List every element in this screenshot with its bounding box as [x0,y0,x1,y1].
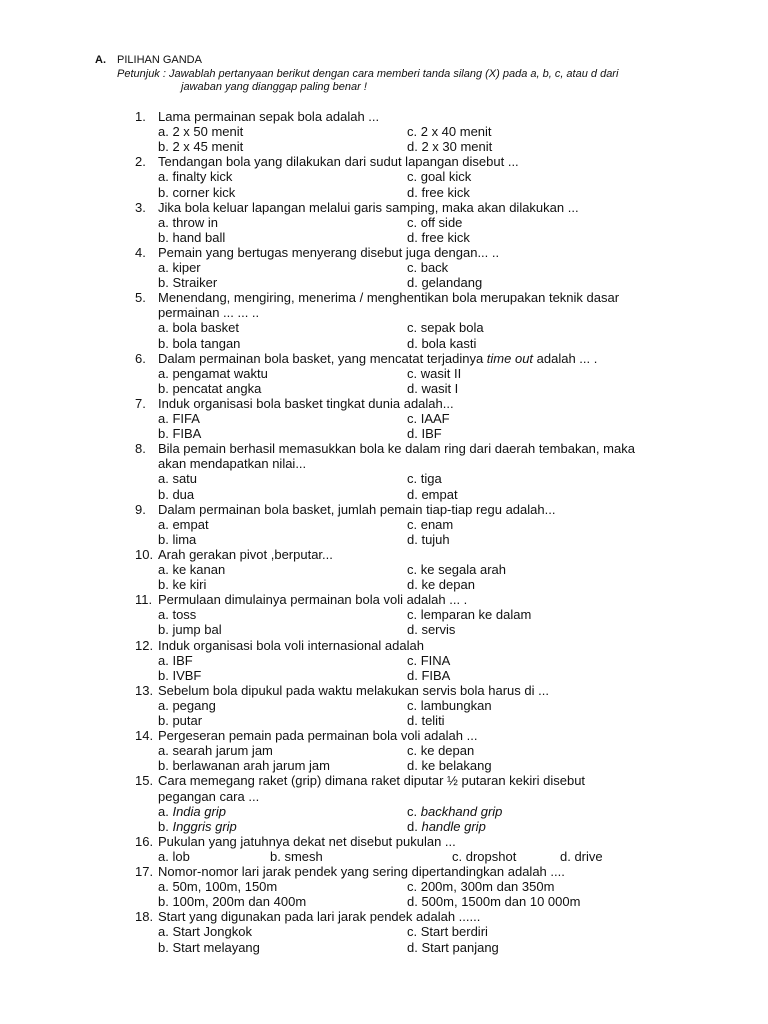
option-label: b. [158,818,173,834]
option: d. empat [407,486,458,502]
question-number: 6. [135,350,146,366]
question-text: Induk organisasi bola basket tingkat dunia adalah... [158,395,454,411]
option: c. tiga [407,471,442,487]
question-number: 10. [135,546,154,562]
option [407,804,502,819]
question-text: Arah gerakan pivot ,berputar... [158,546,333,562]
option: a. IBF [158,652,193,668]
option: b. pencatat angka [158,380,262,396]
question-text: Dalam permainan bola basket, jumlah pemain tiap-tiap regu adalah... [158,501,556,517]
option [158,819,237,834]
question-text: permainan ... ... .. [158,305,260,321]
question-text-part: Dalam permainan bola basket, yang mencatat terjadinya [158,350,487,366]
question-text: Pukulan yang jatuhnya dekat net disebut pukulan ... [158,833,456,849]
question-text: Sebelum bola dipukul pada waktu melakukan servis bola harus di ... [158,682,549,698]
option: a. searah jarum jam [158,743,273,759]
option: d. wasit I [407,380,459,396]
section-title: PILIHAN GANDA [117,54,202,66]
question-text [158,351,597,366]
instruction-line-2: jawaban yang dianggap paling benar ! [181,81,367,93]
question-number: 15. [135,773,154,789]
option: a. Start Jongkok [158,924,252,940]
question-text: Induk organisasi bola voli internasional adalah [158,637,424,653]
option: c. lambungkan [407,697,492,713]
option: a. pengamat waktu [158,365,268,381]
option: c. 200m, 300m dan 350m [407,879,555,895]
question-number: 8. [135,441,146,457]
option: a. kiper [158,260,201,275]
option: b. Start melayang [158,939,260,955]
option: b. hand ball [158,229,226,245]
option: b. jump bal [158,622,222,638]
option: a. 2 x 50 menit [158,124,244,140]
question-number: 1. [135,109,146,124]
option: d. drive [560,848,603,864]
option: c. dropshot [452,848,517,864]
option: a. throw in [158,214,218,230]
instruction-line-1: Petunjuk : Jawablah pertanyaan berikut dengan cara memberi tanda silang (X) pada a, b, c, atau d dari [117,68,619,80]
option: b. berlawanan arah jarum jam [158,758,330,774]
option: d. ke belakang [407,758,492,774]
option: d. ke depan [407,577,475,593]
option: b. bola tangan [158,335,241,351]
option: b. corner kick [158,184,236,200]
question-number: 9. [135,501,146,517]
option-text: backhand grip [420,803,503,819]
option: c. sepak bola [407,320,484,336]
question-number: 16. [135,833,154,849]
option: b. IVBF [158,667,202,683]
option-text: handle grip [421,818,486,834]
option: d. bola kasti [407,335,477,351]
question-text-part: adalah ... . [533,350,598,366]
option: d. IBF [407,426,442,442]
option-label: d. [407,818,422,834]
question-text: Start yang digunakan pada lari jarak pendek adalah ...... [158,909,481,925]
question-number: 13. [135,682,154,698]
option: a. empat [158,516,209,532]
option-label: a. [158,803,173,819]
option: c. off side [407,214,463,230]
question-number: 2. [135,154,146,170]
question-text: Lama permainan sepak bola adalah ... [158,109,380,124]
question-text: Pemain yang bertugas menyerang disebut juga dengan... .. [158,244,500,260]
question-number: 5. [135,290,146,306]
option-text: India grip [172,803,226,819]
question-text-part: time out [486,350,534,366]
option: d. FIBA [407,667,451,683]
option: a. 50m, 100m, 150m [158,879,278,895]
section-header [95,54,202,66]
option: b. Straiker [158,275,218,291]
option [158,804,226,819]
option: b. FIBA [158,426,202,442]
question-text: Permulaan dimulainya permainan bola voli adalah ... . [158,592,468,608]
option: c. Start berdiri [407,924,488,940]
question-number: 12. [135,637,154,653]
option: a. bola basket [158,320,239,336]
option: a. toss [158,607,197,623]
option: c. wasit II [407,365,462,381]
option: c. ke depan [407,743,475,759]
option: a. satu [158,471,198,487]
option [407,819,486,834]
option: b. 100m, 200m dan 400m [158,894,307,910]
option: c. 2 x 40 menit [407,124,492,140]
section-letter: A. [95,54,106,66]
option: c. IAAF [407,411,450,426]
option: a. pegang [158,697,216,713]
option-label: c. [407,803,421,819]
question-text: Bila pemain berhasil memasukkan bola ke dalam ring dari daerah tembakan, maka [158,441,635,457]
option: d. tujuh [407,531,450,547]
option: d. Start panjang [407,939,499,955]
option: b. ke kiri [158,577,207,593]
question-number: 18. [135,909,154,925]
question-text: pegangan cara ... [158,788,260,804]
question-number: 14. [135,728,154,744]
option-text: Inggris grip [172,818,237,834]
question-text: akan mendapatkan nilai... [158,456,307,472]
question-text: Cara memegang raket (grip) dimana raket diputar ½ putaran kekiri disebut [158,773,586,789]
option: c. enam [407,516,454,532]
option: d. 2 x 30 menit [407,139,493,155]
option: a. lob [158,848,190,864]
option: d. free kick [407,184,470,200]
option: d. servis [407,622,456,638]
question-text: Jika bola keluar lapangan melalui garis samping, maka akan dilakukan ... [158,199,579,215]
option: b. lima [158,531,197,547]
question-text: Nomor-nomor lari jarak pendek yang sering dipertandingkan adalah .... [158,864,565,879]
question-number: 4. [135,244,146,260]
option: a. ke kanan [158,562,226,577]
option: b. smesh [270,848,323,864]
option: c. ke segala arah [407,562,507,577]
question-number: 17. [135,864,154,879]
question-text: Tendangan bola yang dilakukan dari sudut lapangan disebut ... [158,154,519,170]
question-number: 3. [135,199,146,215]
question-number: 11. [135,592,153,608]
option: c. lemparan ke dalam [407,607,532,623]
option: b. putar [158,713,203,728]
option: a. FIFA [158,411,200,426]
option: d. free kick [407,229,470,245]
option: c. back [407,260,449,275]
option: d. gelandang [407,275,483,291]
option: c. goal kick [407,169,472,185]
option: b. dua [158,486,195,502]
option: a. finalty kick [158,169,233,185]
option: b. 2 x 45 menit [158,139,244,155]
option: c. FINA [407,652,451,668]
question-text: Menendang, mengiring, menerima / menghentikan bola merupakan teknik dasar [158,290,620,306]
question-text: Pergeseran pemain pada permainan bola voli adalah ... [158,728,478,744]
option: d. teliti [407,713,445,728]
instruction [117,68,717,94]
option: d. 500m, 1500m dan 10 000m [407,894,581,910]
question-number: 7. [135,395,146,411]
